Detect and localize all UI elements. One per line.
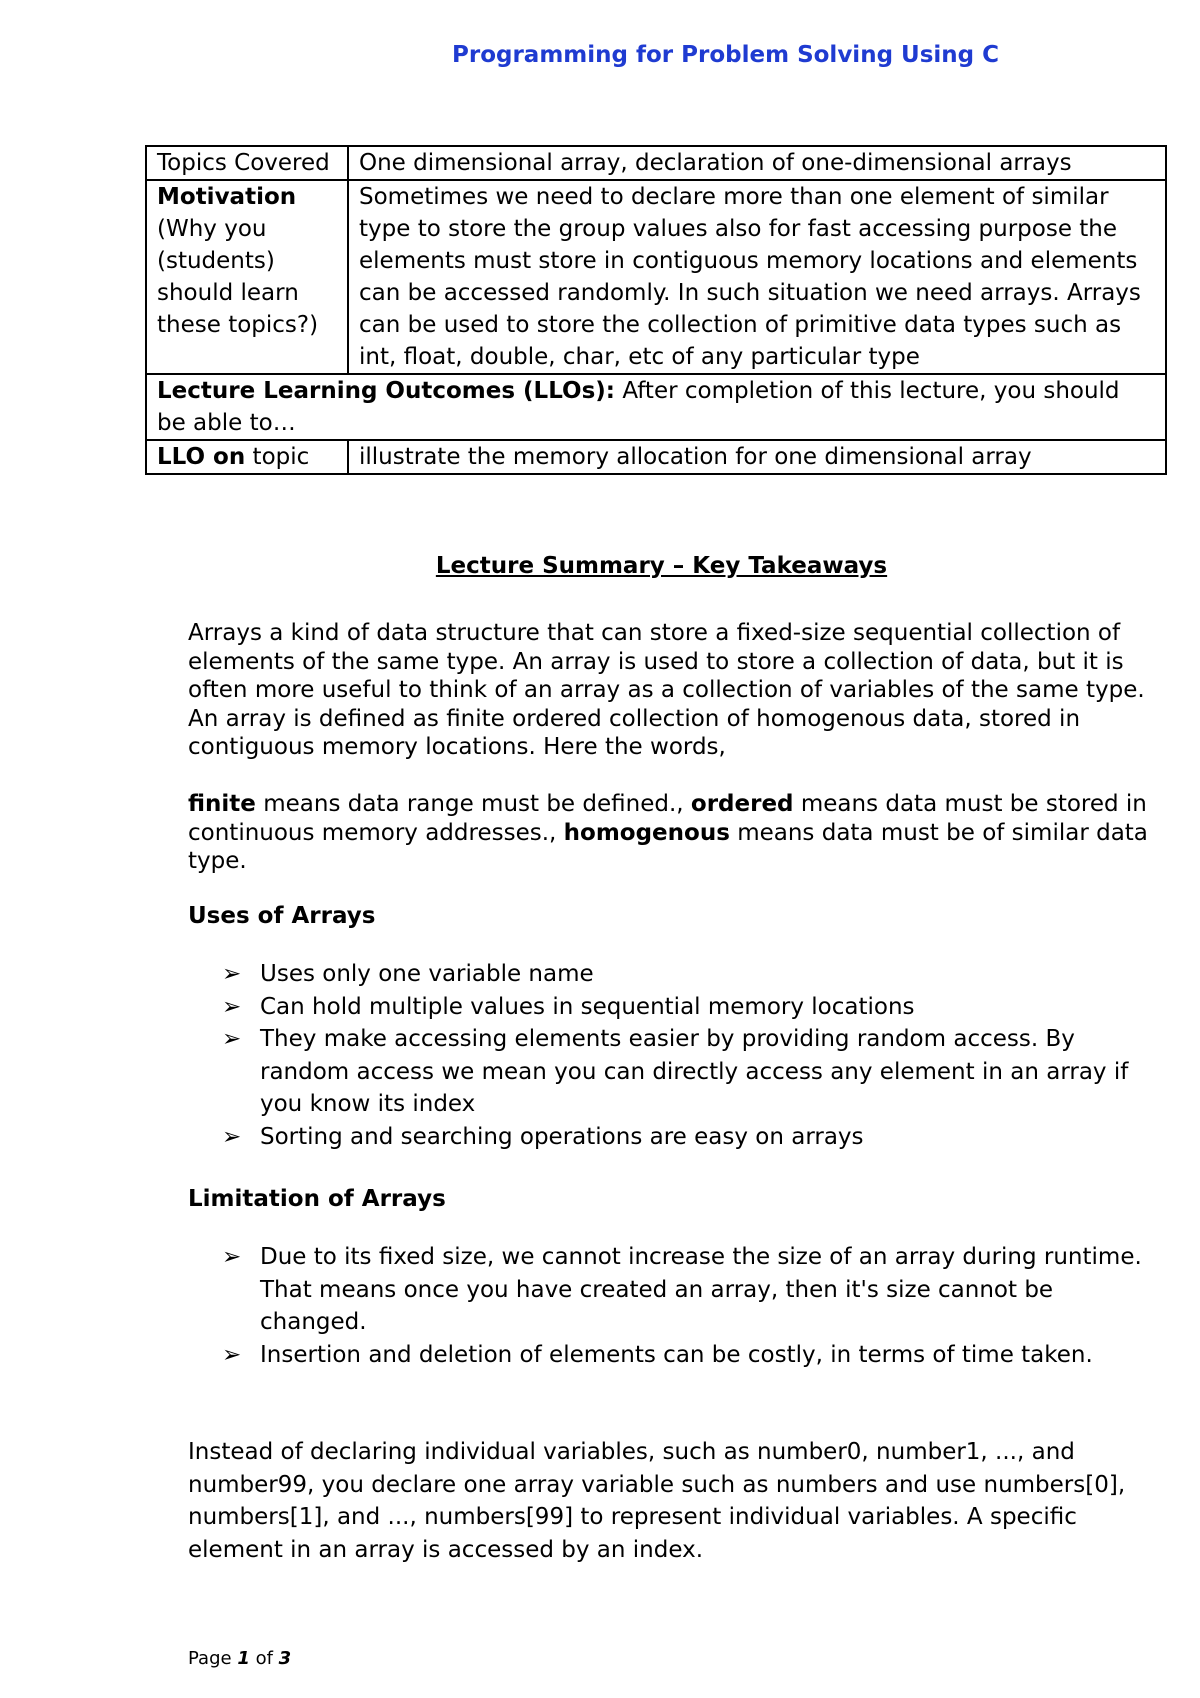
- arrow-bullet-icon: ➢: [222, 961, 242, 987]
- term-homogenous: homogenous: [563, 819, 730, 846]
- term-finite: finite: [188, 791, 256, 817]
- list-item: [188, 991, 1148, 1024]
- uses-heading: Uses of Arrays: [188, 903, 376, 929]
- document-header-title: Programming for Problem Solving Using C: [452, 42, 1000, 68]
- llo-heading-label: Lecture Learning Outcomes (LLOs):: [157, 378, 616, 404]
- list-item: [188, 1023, 1148, 1121]
- limitations-list: [188, 1241, 1148, 1371]
- topics-value: One dimensional array, declaration of one-dimensional arrays: [348, 146, 1166, 180]
- motivation-sublabel: (Why you (students) should learn these topics?): [157, 216, 319, 338]
- summary-title: Lecture Summary – Key Takeaways: [435, 553, 888, 579]
- lecture-info-table: [145, 145, 1167, 475]
- list-item: [188, 1339, 1148, 1372]
- arrow-bullet-icon: ➢: [222, 1341, 242, 1368]
- limitations-heading: Limitation of Arrays: [188, 1186, 446, 1212]
- motivation-row: [146, 180, 1166, 374]
- llo-topic-row: [146, 440, 1166, 474]
- of-word: of: [249, 1648, 279, 1669]
- llo-heading-text: After completion of this lecture, you should be able to…: [157, 378, 1120, 436]
- llo-heading-row: [146, 374, 1166, 440]
- term-homogenous-def: means data must be of similar data type.: [188, 819, 1148, 874]
- list-item-text: Uses only one variable name: [260, 961, 594, 987]
- term-ordered: ordered: [690, 791, 794, 817]
- list-item: [188, 958, 1148, 991]
- list-item-text: Insertion and deletion of elements can be costly, in terms of time taken.: [260, 1341, 1093, 1368]
- terms-paragraph: [188, 790, 1148, 876]
- term-finite-def: means data range must be defined.,: [255, 791, 691, 817]
- arrow-bullet-icon: ➢: [222, 993, 242, 1020]
- motivation-value: Sometimes we need to declare more than one element of similar type to store the group values also for fast accessing purpose the elements must store in contiguous memory locations and elements can be accessed randomly. In such situation we need arrays. Arrays can be used to store the collection of primitive data types such as int, float, double, char, etc of any particular type: [348, 180, 1166, 374]
- list-item-text: Can hold multiple values in sequential memory locations: [260, 993, 915, 1020]
- arrow-bullet-icon: ➢: [222, 1026, 242, 1052]
- uses-list: [188, 958, 1148, 1153]
- motivation-label: Motivation: [157, 184, 297, 210]
- list-item-text: They make accessing elements easier by providing random access. By random access we mean you can directly access any element in an array if you know its index: [260, 1026, 1129, 1117]
- arrow-bullet-icon: ➢: [222, 1244, 242, 1270]
- list-item-text: Due to its fixed size, we cannot increase the size of an array during runtime. That means once you have created an array, then it's size cannot be changed.: [260, 1244, 1142, 1335]
- page-word: Page: [188, 1648, 238, 1669]
- total-pages: 3: [278, 1648, 292, 1669]
- list-item: [188, 1241, 1148, 1339]
- motivation-label-cell: [146, 180, 348, 374]
- page-number: [188, 1648, 291, 1669]
- llo-topic-label-cell: [146, 440, 348, 474]
- current-page: 1: [237, 1648, 250, 1669]
- llo-topic-value: illustrate the memory allocation for one dimensional array: [348, 440, 1166, 474]
- llo-topic-label-rest: topic: [245, 444, 310, 470]
- llo-heading-cell: [146, 374, 1166, 440]
- list-item: [188, 1121, 1148, 1154]
- llo-topic-label: LLO on: [157, 444, 246, 470]
- list-item-text: Sorting and searching operations are easy on arrays: [260, 1123, 864, 1150]
- closing-paragraph: Instead of declaring individual variables, such as number0, number1, ..., and number99, you declare one array variable such as numbers and use numbers[0], numbers[1], and ..., numbers[99] to represent individual variables. A specific element in an array is accessed by an index.: [188, 1439, 1126, 1563]
- term-ordered-def: means data must be stored in continuous memory addresses.,: [188, 791, 1147, 846]
- topics-row: [146, 146, 1166, 180]
- summary-intro-paragraph: Arrays a kind of data structure that can store a fixed-size sequential collection of elements of the same type. An array is used to store a collection of data, but it is often more useful to think of an array as a collection of variables of the same type. An array is defined as finite ordered collection of homogenous data, stored in contiguous memory locations. Here the words,: [188, 620, 1145, 760]
- topics-label: Topics Covered: [146, 146, 348, 180]
- arrow-bullet-icon: ➢: [222, 1123, 242, 1150]
